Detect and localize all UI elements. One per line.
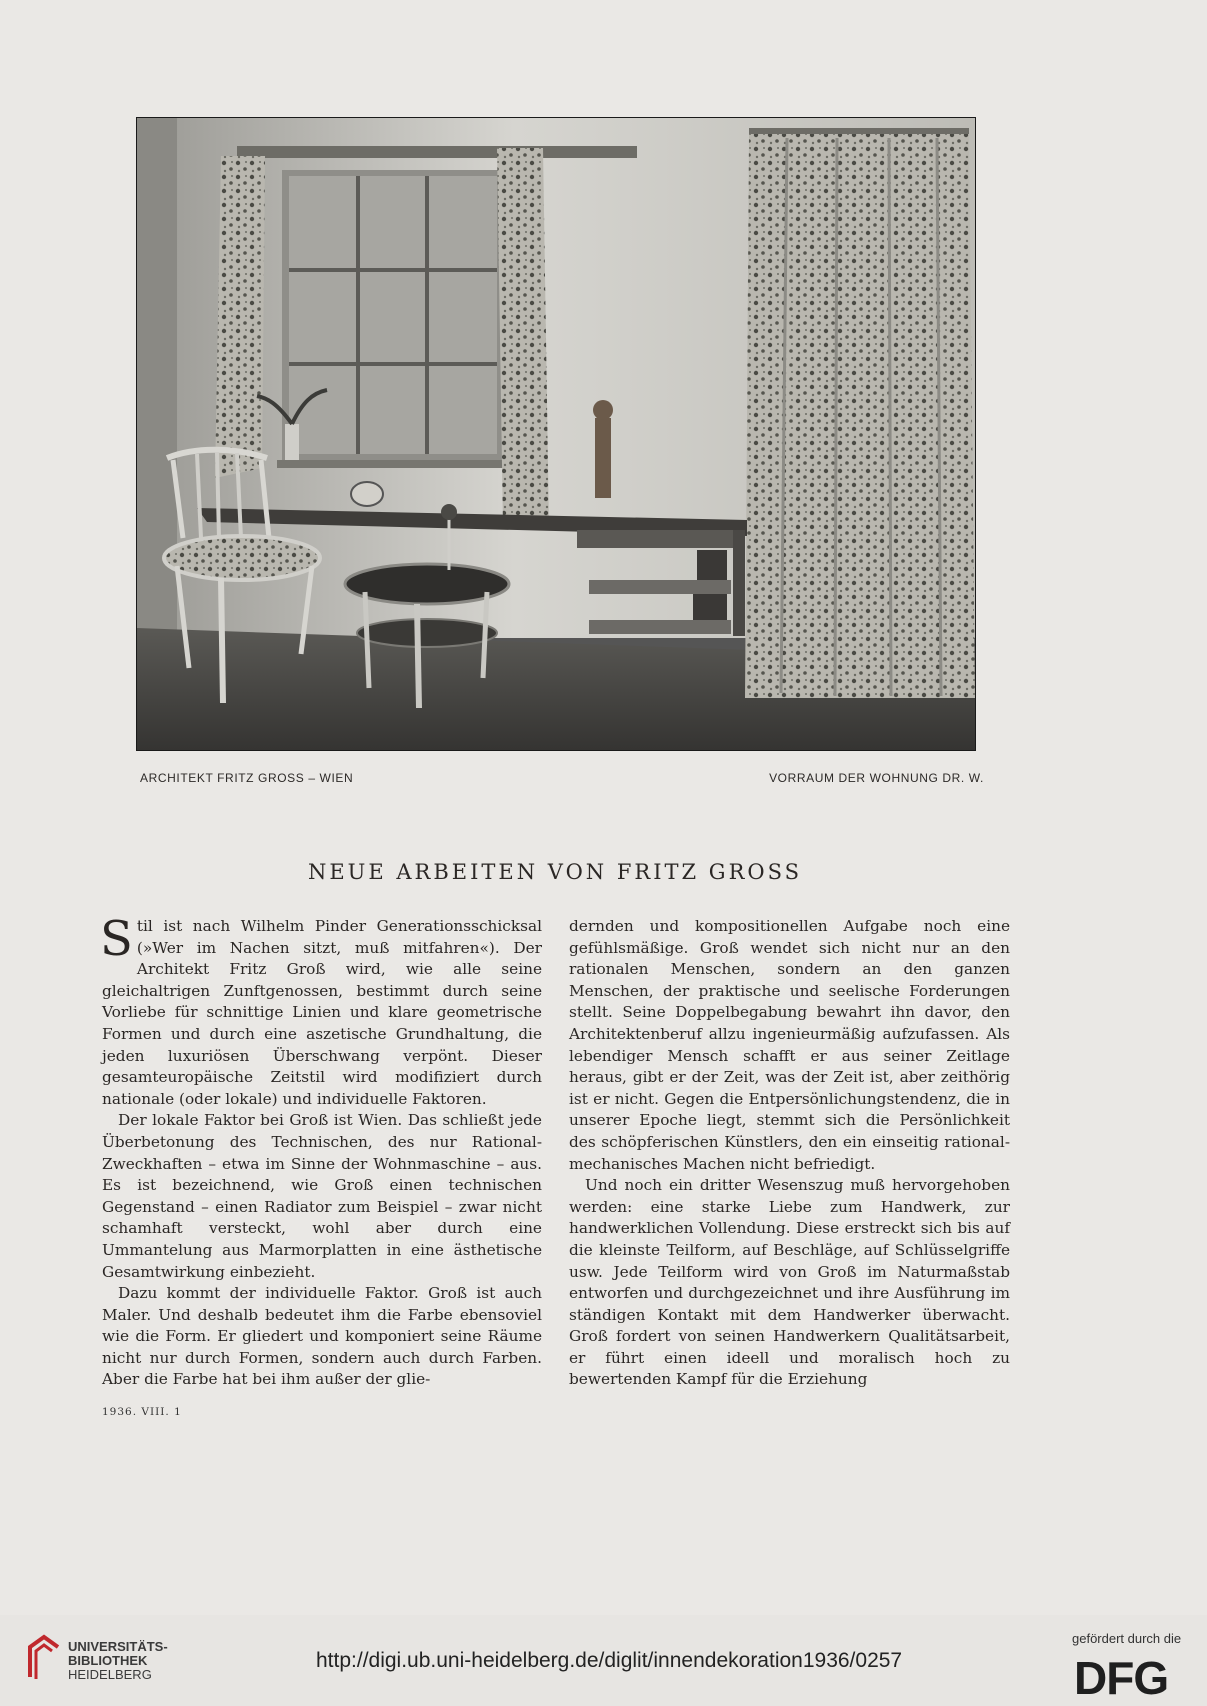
paragraph: Der lokale Faktor bei Groß ist Wien. Das schließt jede Überbetonung des Technischen, des nur Rational-Zweckhaften – etwa im Sinne der Wohnmaschine – aus. Es ist bezeichnend, wie Groß einen technischen Gegenstand – einen Radiator zum Beispiel – zwar nicht schamhaft versteckt, wohl aber durch eine Ummantelung aus Marmorplatten in eine ästhetische Gesamtwirkung einbezieht. — [102, 1111, 542, 1281]
dfg-logo: DFG — [1074, 1652, 1169, 1704]
funding-label: gefördert durch die — [1072, 1631, 1182, 1646]
paragraph: dernden und kompositionellen Aufgabe noch eine gefühlsmäßige. Groß wendet sich nicht nur an den rationalen Menschen, sondern an den ganzen Menschen, der praktische und seelische Forderungen stellt. Seine Doppelbegabung bewahrt ihn davor, den Architektenberuf allzu ingenieurmäßig aufzufassen. Als lebendiger Mensch schafft er aus seiner Zeitlage heraus, gibt er der Zeit, was der Zeit ist, aber zeithörig ist er nicht. Gegen die Entpersönlichungstendenz, die in unserer Epoche liegt, stemmt sich die Persönlichkeit des schöpferischen Künstlers, den ein einseitig rational-mechanisches Machen nicht befriedigt. — [569, 917, 1010, 1173]
text-column-left — [100, 911, 542, 1391]
photo-caption-room: VORRAUM DER WOHNUNG DR. W. — [769, 771, 984, 785]
paragraph: Stil ist nach Wilhelm Pinder Generationsschicksal (»Wer im Nachen sitzt, muß mitfahren«). Der Architekt Fritz Groß wird, wie alle seine gleichaltrigen Zunftgenossen, bestimmt durch seine Vorliebe für schnittige Linien und klare geometrische Formen und durch eine aszetische Grundhaltung, die jeden luxuriösen Überschwang verpönt. Dieser gesamteuropäische Zeitstil wird modifiziert durch nationale (oder lokale) und individuelle Faktoren. — [100, 911, 542, 1108]
library-logo-icon — [26, 1633, 62, 1683]
page-folio: 1936. VIII. 1 — [102, 1406, 182, 1418]
photo-caption-architect: ARCHITEKT FRITZ GROSS – WIEN — [140, 771, 354, 785]
library-name: UNIVERSITÄTS- BIBLIOTHEK HEIDELBERG — [68, 1639, 168, 1682]
text-column-right — [569, 916, 1010, 1391]
paragraph: Und noch ein dritter Wesenszug muß hervorgehoben werden: eine starke Liebe zum Handwerk, zur handwerklichen Vollendung. Diese erstreckt sich bis auf die kleinste Teilform, auf Beschläge, auf Schlüsselgriffe usw. Jede Teilform wird von Groß im Naturmaßstab entworfen und durchgezeichnet und ihre Ausführung im ständigen Kontakt mit dem Handwerker überwacht. Groß fordert von seinen Handwerkern Qualitätsarbeit, er führt einen ideell und moralisch hoch zu bewertenden Kampf für die Erziehung — [569, 1176, 1010, 1389]
permalink-url[interactable]: http://digi.ub.uni-heidelberg.de/diglit/innendekoration1936/0257 — [316, 1649, 903, 1672]
paragraph: Dazu kommt der individuelle Faktor. Groß ist auch Maler. Und deshalb bedeutet ihm die Farbe ebensoviel wie die Form. Er gliedert und komponiert seine Räume nicht nur durch Formen, sondern auch durch Farben. Aber die Farbe hat bei ihm außer der glie- — [102, 1284, 542, 1389]
drop-cap: S — [100, 911, 133, 967]
article-title: NEUE ARBEITEN VON FRITZ GROSS — [307, 860, 803, 884]
photo-illustration — [137, 118, 975, 750]
interior-photograph — [136, 117, 976, 751]
digitization-footer — [0, 1615, 1207, 1706]
